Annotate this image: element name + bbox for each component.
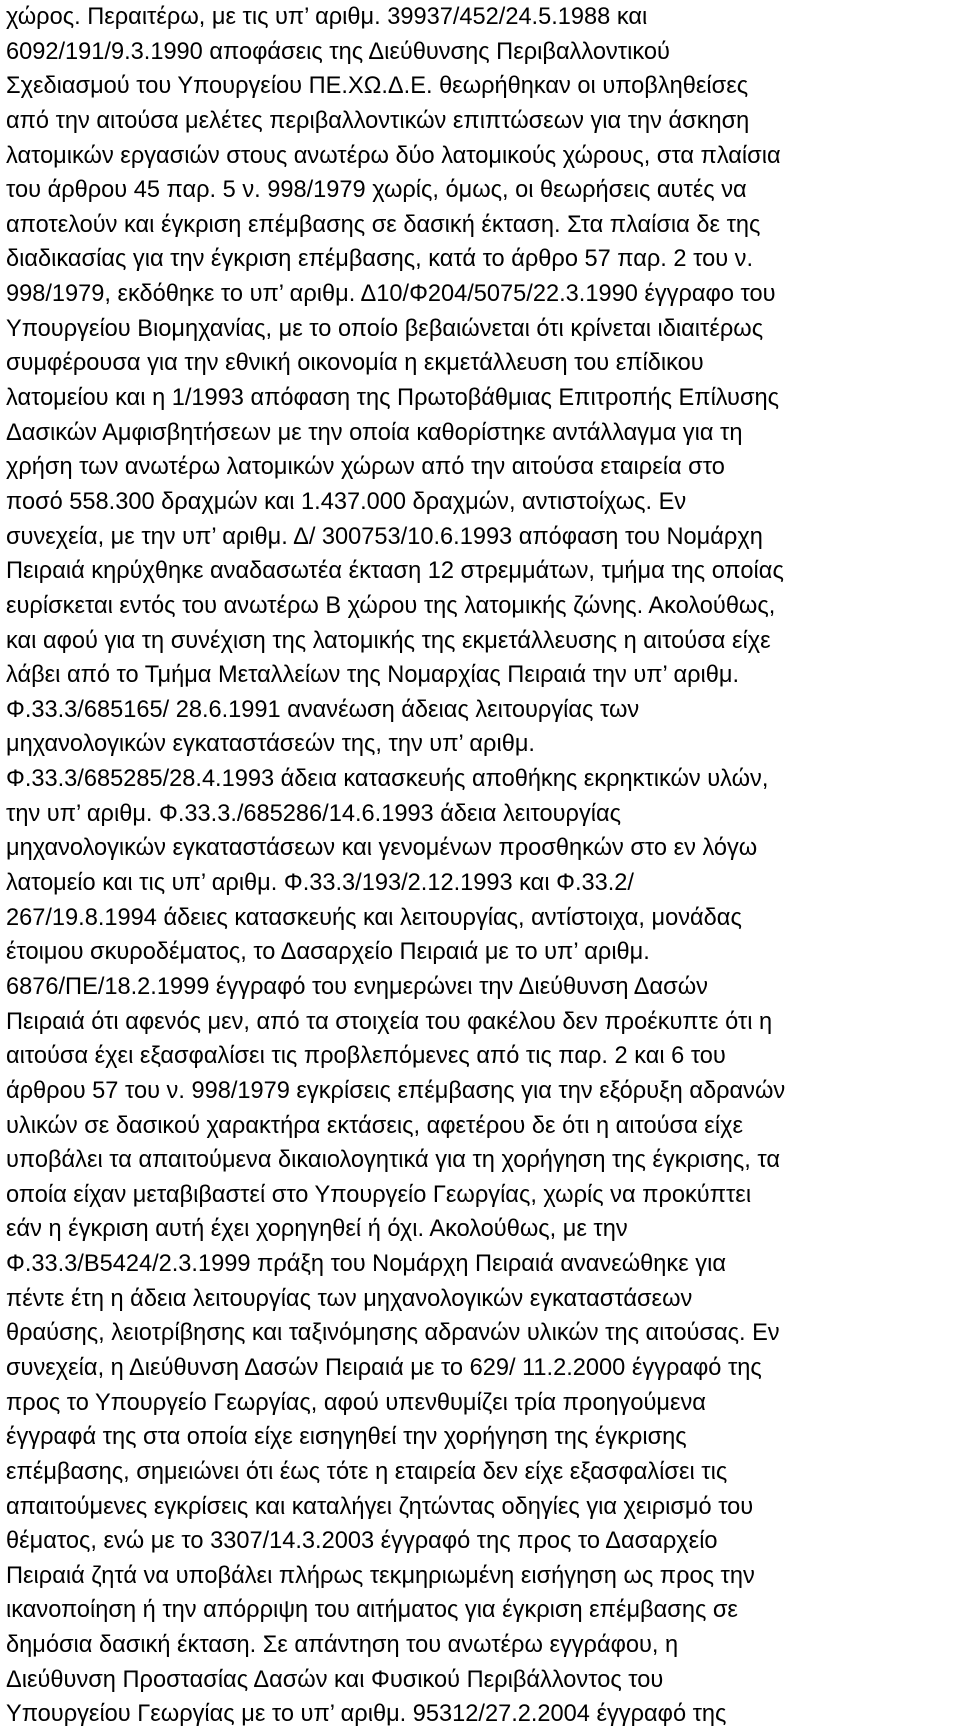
document-page bbox=[6, 0, 956, 1732]
text-line: επέμβασης, σημειώνει ότι έως τότε η εταιρεία δεν είχε εξασφαλίσει τις bbox=[6, 1458, 728, 1485]
text-line: 6092/191/9.3.1990 αποφάσεις της Διεύθυνσης Περιβαλλοντικού bbox=[6, 38, 670, 65]
text-line: και αφού για τη συνέχιση της λατομικής της εκμετάλλευσης η αιτούσα είχε bbox=[6, 627, 771, 654]
text-line: προς το Υπουργείο Γεωργίας, αφού υπενθυμίζει τρία προηγούμενα bbox=[6, 1389, 706, 1416]
text-line: Υπουργείου Γεωργίας με το υπ’ αριθμ. 95312/27.2.2004 έγγραφό της bbox=[6, 1701, 727, 1728]
text-line: Σχεδιασμού του Υπουργείου ΠΕ.ΧΩ.Δ.Ε. θεωρήθηκαν οι υποβληθείσες bbox=[6, 73, 749, 100]
text-line: λάβει από το Τμήμα Μεταλλείων της Νομαρχίας Πειραιά την υπ’ αριθμ. bbox=[6, 662, 740, 689]
text-line: λατομείου και η 1/1993 απόφαση της Πρωτοβάθμιας Επιτροπής Επίλυσης bbox=[6, 385, 779, 412]
text-line: θραύσης, λειοτρίβησης και ταξινόμησης αδρανών υλικών της αιτούσας. Εν bbox=[6, 1320, 780, 1347]
text-line: ευρίσκεται εντός του ανωτέρω Β χώρου της λατομικής ζώνης. Ακολούθως, bbox=[6, 592, 776, 619]
text-line: συνεχεία, με την υπ’ αριθμ. Δ/ 300753/10.6.1993 απόφαση του Νομάρχη bbox=[6, 523, 763, 550]
text-line: απαιτούμενες εγκρίσεις και καταλήγει ζητώντας οδηγίες για χειρισμό του bbox=[6, 1493, 754, 1520]
text-line: πέντε έτη η άδεια λειτουργίας των μηχανολογικών εγκαταστάσεων bbox=[6, 1285, 693, 1312]
text-line: άρθρου 57 του ν. 998/1979 εγκρίσεις επέμβασης για την εξόρυξη αδρανών bbox=[6, 1077, 786, 1104]
text-line: Υπουργείου Βιομηχανίας, με το οποίο βεβαιώνεται ότι κρίνεται ιδιαιτέρως bbox=[6, 315, 764, 342]
text-line: χρήση των ανωτέρω λατομικών χώρων από την αιτούσα εταιρεία στο bbox=[6, 454, 725, 481]
text-line: μηχανολογικών εγκαταστάσεών της, την υπ’ αριθμ. bbox=[6, 731, 535, 758]
text-line: έγγραφά της στα οποία είχε εισηγηθεί την χορήγηση της έγκρισης bbox=[6, 1424, 687, 1451]
text-line: Πειραιά ζητά να υποβάλει πλήρως τεκμηριωμένη εισήγηση ως προς την bbox=[6, 1562, 755, 1589]
text-line: συμφέρουσα για την εθνική οικονομία η εκμετάλλευση του επίδικου bbox=[6, 350, 704, 377]
text-line: διαδικασίας για την έγκριση επέμβασης, κατά το άρθρο 57 παρ. 2 του ν. bbox=[6, 246, 754, 273]
text-line: την υπ’ αριθμ. Φ.33.3./685286/14.6.1993 άδεια λειτουργίας bbox=[6, 800, 622, 827]
text-line: Διεύθυνση Προστασίας Δασών και Φυσικού Περιβάλλοντος του bbox=[6, 1666, 664, 1693]
text-line: 6876/ΠΕ/18.2.1999 έγγραφό του ενημερώνει την Διεύθυνση Δασών bbox=[6, 973, 708, 1000]
text-line: Φ.33.3/Β5424/2.3.1999 πράξη του Νομάρχη Πειραιά ανανεώθηκε για bbox=[6, 1251, 726, 1278]
text-line: οποία είχαν μεταβιβαστεί στο Υπουργείο Γεωργίας, χωρίς να προκύπτει bbox=[6, 1181, 752, 1208]
text-line: από την αιτούσα μελέτες περιβαλλοντικών επιπτώσεων για την άσκηση bbox=[6, 107, 750, 134]
text-line: εάν η έγκριση αυτή έχει χορηγηθεί ή όχι. Ακολούθως, με την bbox=[6, 1216, 628, 1243]
text-line: ποσό 558.300 δραχμών και 1.437.000 δραχμών, αντιστοίχως. Εν bbox=[6, 488, 687, 515]
text-line: θέματος, ενώ με το 3307/14.3.2003 έγγραφό της προς το Δασαρχείο bbox=[6, 1528, 718, 1555]
text-line: έτοιμου σκυροδέματος, το Δασαρχείο Πειραιά με το υπ’ αριθμ. bbox=[6, 939, 650, 966]
text-line: του άρθρου 45 παρ. 5 ν. 998/1979 χωρίς, όμως, οι θεωρήσεις αυτές να bbox=[6, 177, 747, 204]
text-line: αποτελούν και έγκριση επέμβασης σε δασική έκταση. Στα πλαίσια δε της bbox=[6, 211, 761, 238]
text-line: Πειραιά ότι αφενός μεν, από τα στοιχεία του φακέλου δεν προέκυπτε ότι η bbox=[6, 1008, 773, 1035]
text-line: υλικών σε δασικού χαρακτήρα εκτάσεις, αφετέρου δε ότι η αιτούσα είχε bbox=[6, 1112, 743, 1139]
text-line: λατομείο και τις υπ’ αριθμ. Φ.33.3/193/2.12.1993 και Φ.33.2/ bbox=[6, 870, 634, 897]
text-line: Πειραιά κηρύχθηκε αναδασωτέα έκταση 12 στρεμμάτων, τμήμα της οποίας bbox=[6, 558, 784, 585]
text-line: Φ.33.3/685285/28.4.1993 άδεια κατασκευής αποθήκης εκρηκτικών υλών, bbox=[6, 766, 769, 793]
text-line: λατομικών εργασιών στους ανωτέρω δύο λατομικούς χώρους, στα πλαίσια bbox=[6, 142, 781, 169]
text-line: συνεχεία, η Διεύθυνση Δασών Πειραιά με το 629/ 11.2.2000 έγγραφό της bbox=[6, 1354, 762, 1381]
text-line: χώρος. Περαιτέρω, με τις υπ’ αριθμ. 39937/452/24.5.1988 και bbox=[6, 4, 648, 30]
text-line: υποβάλει τα απαιτούμενα δικαιολογητικά για τη χορήγηση της έγκρισης, τα bbox=[6, 1147, 780, 1174]
text-line: μηχανολογικών εγκαταστάσεων και γενομένων προσθηκών στο εν λόγω bbox=[6, 835, 758, 862]
text-line: 267/19.8.1994 άδειες κατασκευής και λειτουργίας, αντίστοιχα, μονάδας bbox=[6, 904, 742, 931]
text-line: Δασικών Αμφισβητήσεων με την οποία καθορίστηκε αντάλλαγμα για τη bbox=[6, 419, 743, 446]
text-line: δημόσια δασική έκταση. Σε απάντηση του ανωτέρω εγγράφου, η bbox=[6, 1632, 679, 1659]
text-line: αιτούσα έχει εξασφαλίσει τις προβλεπόμενες από τις παρ. 2 και 6 του bbox=[6, 1043, 726, 1070]
text-line: Φ.33.3/685165/ 28.6.1991 ανανέωση άδειας λειτουργίας των bbox=[6, 696, 640, 723]
text-line: 998/1979, εκδόθηκε το υπ’ αριθμ. Δ10/Φ204/5075/22.3.1990 έγγραφο του bbox=[6, 281, 776, 308]
text-line: ικανοποίηση ή την απόρριψη του αιτήματος για έγκριση επέμβασης σε bbox=[6, 1597, 738, 1624]
